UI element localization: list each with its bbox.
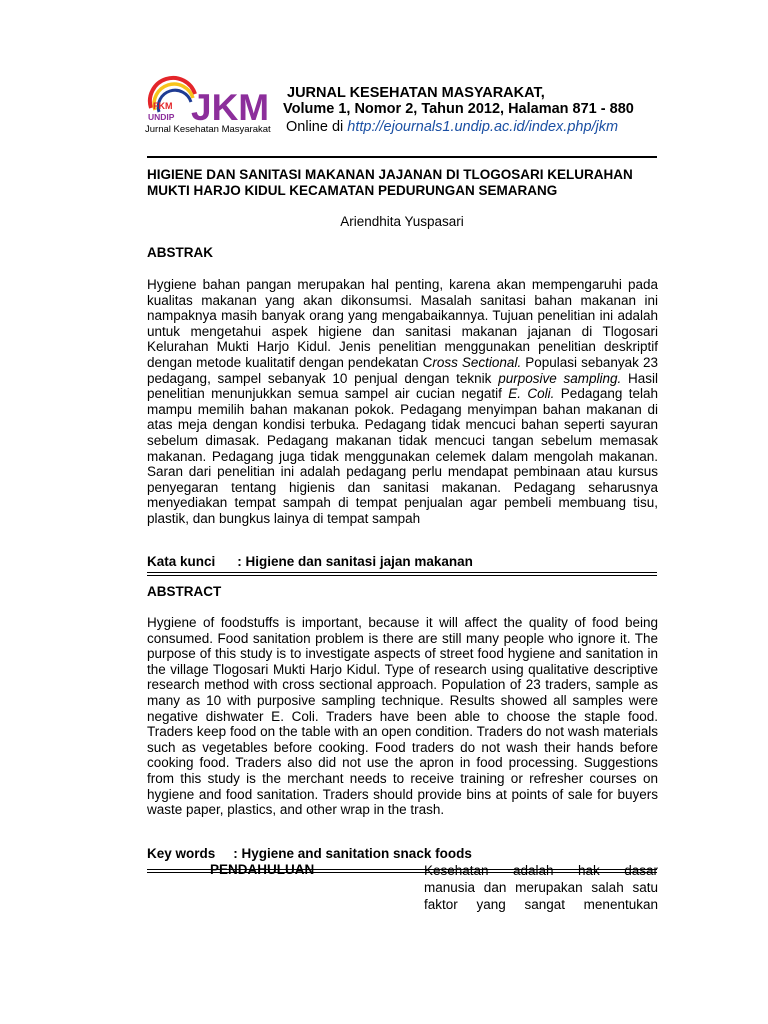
key-words: [147, 846, 472, 861]
logo-caption: Jurnal Kesehatan Masyarakat: [145, 124, 271, 135]
key-words-value: : Hygiene and sanitation snack foods: [233, 846, 472, 861]
header-rule: [147, 156, 657, 158]
article-author: Ariendhita Yuspasari: [340, 214, 464, 229]
journal-url-link[interactable]: http://ejournals1.undip.ac.id/index.php/jkm: [347, 119, 619, 135]
intro-line: faktor yang sangat menentukan: [424, 897, 658, 912]
abstrak-heading: ABSTRAK: [147, 245, 213, 260]
abstrak-seg: Hygiene bahan pangan merupakan hal penting, karena akan mempengaruhi pada kualitas makanan yang akan dikonsumsi. Masalah sanitasi bahan makanan ini nampaknya masih banyak orang yang mengabaikannya. Tujuan penelitian ini adalah untuk mengetahui aspek higiene dan sanitasi makanan jajanan di Tlogosari Kelurahan Mukti Harjo Kidul. Jenis penelitian menggunakan penelitian deskriptif dengan metode kualitatif dengan pendekatan C: [147, 277, 658, 370]
kata-kunci-value: : Higiene dan sanitasi jajan makanan: [237, 554, 473, 569]
abstrak-italic: E. Coli.: [508, 386, 555, 402]
abstrak-text: [147, 277, 658, 527]
abstract-heading: ABSTRACT: [147, 584, 222, 599]
journal-name: JURNAL KESEHATAN MASYARAKAT,: [287, 85, 545, 101]
abstrak-seg: Pedagang telah mampu memilih bahan makanan pokok. Pedagang menyimpan bahan makanan di atas meja dengan kondisi terbuka. Pedagang tidak mencuci bahan seperti sayuran sebelum dimasak. Pedagang makanan tidak mencuci tangan sebelum memasak makanan. Pedagang juga tidak menggunakan celemek dalam mengolah makanan. Saran dari penelitian ini adalah pedagang perlu mendapat pembinaan atau kursus penyegaran tentang higienis dan sanitasi makanan. Pedagang seharusnya menyediakan tempat sampah di tempat penjualan agar pembeli membuang tisu, plastik, dan bungkus lainya di tempat sampah: [147, 386, 659, 526]
section-rule: [147, 572, 657, 576]
abstrak-seg: Populasi sebanyak 23 pedagang, sampel sebanyak 10 penjual dengan teknik: [147, 354, 659, 386]
kata-kunci: [147, 554, 473, 569]
logo-undip-text: UNDIP: [148, 112, 175, 122]
intro-line: manusia dan merupakan salah satu: [424, 880, 658, 895]
intro-line: Kesehatan adalah hak dasar: [424, 863, 658, 878]
pendahuluan-heading: PENDAHULUAN: [210, 862, 315, 877]
logo-jkm-mark: JKM: [191, 87, 270, 128]
section-rule: [147, 869, 657, 873]
abstract-text: Hygiene of foodstuffs is important, because it will affect the quality of food being consumed. Food sanitation problem is there are still many people who ignore it. The purpose of this study is to investigate aspects of street food hygiene and sanitation in the village Tlogosari Mukti Harjo Kidul. Type of research using qualitative descriptive research method with cross sectional approach. Population of 23 traders, sample as many as 10 with purposive sampling technique. Results showed all samples were negative dishwater E. Coli. Traders have been able to choose the staple food. Traders keep food on the table with an open condition. Traders do not wash materials such as vegetables before cooking. Food traders do not wash their hands before cooking food. Traders also did not use the apron in food processing. Suggestions from this study is the merchant needs to receive training or refresher courses on hygiene and food sanitation. Traders should provide bins at points of sale for buyers waste paper, plastics, and other wrap in the trash.: [147, 615, 658, 818]
journal-volume-line: Volume 1, Nomor 2, Tahun 2012, Halaman 871 - 880: [283, 101, 634, 117]
article-title: HIGIENE DAN SANITASI MAKANAN JAJANAN DI TLOGOSARI KELURAHAN MUKTI HARJO KIDUL KECAMATAN PEDURUNGAN SEMARANG: [147, 167, 633, 198]
abstrak-seg: Hasil penelitian menunjukkan semua sampel air cucian negatif: [147, 370, 658, 402]
journal-online-line: [286, 119, 618, 135]
key-words-label: Key words: [147, 846, 216, 861]
abstrak-italic: purposive sampling.: [498, 370, 622, 386]
abstrak-italic: ross Sectional.: [432, 354, 522, 370]
kata-kunci-label: Kata kunci: [147, 554, 216, 569]
online-label: Online di: [286, 119, 348, 135]
logo-fkm-text: FKM: [153, 101, 173, 111]
